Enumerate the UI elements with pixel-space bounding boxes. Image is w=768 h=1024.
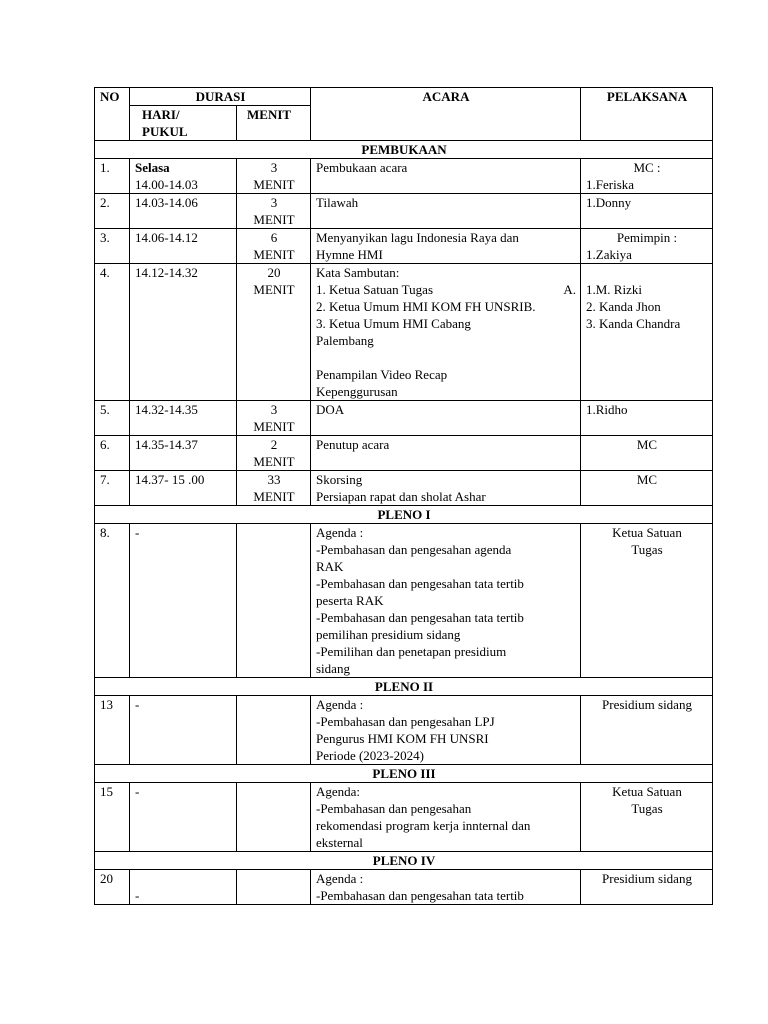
row-menit bbox=[237, 870, 311, 905]
row-pelaksana-cell bbox=[581, 229, 713, 264]
schedule-table bbox=[94, 87, 713, 905]
row-acara-title: Kata Sambutan: bbox=[316, 265, 400, 280]
row-pelaksana: MC bbox=[581, 436, 713, 471]
header-acara: ACARA bbox=[311, 88, 581, 141]
row-menit: 6 MENIT bbox=[237, 229, 311, 264]
row-acara-rest: 2. Ketua Umum HMI KOM FH UNSRIB. 3. Ketua Umum HMI Cabang Palembang Penampilan Video Recap Kepenggurusan bbox=[316, 299, 536, 399]
section-row bbox=[95, 506, 713, 524]
header-no: NO bbox=[95, 88, 130, 141]
row-acara: DOA bbox=[311, 401, 581, 436]
row-time: 14.00-14.03 bbox=[135, 177, 198, 192]
table-row bbox=[95, 194, 713, 229]
row-acara: Skorsing Persiapan rapat dan sholat Ashar bbox=[311, 471, 581, 506]
header-menit: MENIT bbox=[237, 106, 311, 141]
row-acara-item bbox=[316, 281, 576, 298]
row-acara: Agenda: -Pembahasan dan pengesahan rekomendasi program kerja innternal dan eksternal bbox=[311, 783, 581, 852]
row-time-cell bbox=[130, 159, 237, 194]
header-hari-pukul: HARI/ PUKUL bbox=[130, 106, 237, 141]
row-acara: Penutup acara bbox=[311, 436, 581, 471]
section-row bbox=[95, 852, 713, 870]
row-acara-item-text: 1. Ketua Satuan Tugas bbox=[316, 282, 433, 297]
row-acara: Tilawah bbox=[311, 194, 581, 229]
row-menit: 3 MENIT bbox=[237, 401, 311, 436]
row-pelaksana-cell bbox=[581, 159, 713, 194]
table-row bbox=[95, 471, 713, 506]
section-pleno-1: PLENO I bbox=[95, 506, 713, 524]
table-row bbox=[95, 783, 713, 852]
section-pembukaan: PEMBUKAAN bbox=[95, 141, 713, 159]
row-pelaksana: Ketua Satuan Tugas bbox=[581, 783, 713, 852]
header-row bbox=[95, 88, 713, 106]
section-row bbox=[95, 765, 713, 783]
row-no: 20 bbox=[95, 870, 130, 905]
row-menit bbox=[237, 524, 311, 678]
row-menit: 3 MENIT bbox=[237, 159, 311, 194]
section-pleno-4: PLENO IV bbox=[95, 852, 713, 870]
row-no: 15 bbox=[95, 783, 130, 852]
section-pleno-3: PLENO III bbox=[95, 765, 713, 783]
row-menit: 33 MENIT bbox=[237, 471, 311, 506]
table-row bbox=[95, 436, 713, 471]
row-no: 5. bbox=[95, 401, 130, 436]
row-pelaksana: 1.M. Rizki 2. Kanda Jhon 3. Kanda Chandra bbox=[581, 264, 713, 401]
row-time: - bbox=[130, 783, 237, 852]
row-acara-item-tail: A. bbox=[563, 282, 576, 297]
row-acara: Agenda : -Pembahasan dan pengesahan LPJ Pengurus HMI KOM FH UNSRI Periode (2023-2024) bbox=[311, 696, 581, 765]
row-menit bbox=[237, 696, 311, 765]
row-time: 14.12-14.32 bbox=[130, 264, 237, 401]
row-pelaksana: 1.Ridho bbox=[581, 401, 713, 436]
row-acara: Menyanyikan lagu Indonesia Raya dan Hymne HMI bbox=[311, 229, 581, 264]
row-time: 14.32-14.35 bbox=[130, 401, 237, 436]
row-no: 3. bbox=[95, 229, 130, 264]
section-row bbox=[95, 678, 713, 696]
row-no: 2. bbox=[95, 194, 130, 229]
row-day: Selasa bbox=[135, 160, 170, 175]
row-menit: 20 MENIT bbox=[237, 264, 311, 401]
header-durasi: DURASI bbox=[130, 88, 311, 106]
table-row bbox=[95, 401, 713, 436]
row-no: 7. bbox=[95, 471, 130, 506]
row-time: 14.35-14.37 bbox=[130, 436, 237, 471]
row-acara: Pembukaan acara bbox=[311, 159, 581, 194]
row-time: - bbox=[130, 696, 237, 765]
row-time: 14.03-14.06 bbox=[130, 194, 237, 229]
row-pelaksana: 1.Feriska bbox=[586, 177, 635, 192]
row-pelaksana: Presidium sidang bbox=[581, 696, 713, 765]
row-time: - bbox=[130, 524, 237, 678]
section-pleno-2: PLENO II bbox=[95, 678, 713, 696]
table-row bbox=[95, 264, 713, 401]
row-acara-cell bbox=[311, 264, 581, 401]
row-pelaksana: MC bbox=[581, 471, 713, 506]
table-row bbox=[95, 524, 713, 678]
row-pelaksana: Ketua Satuan Tugas bbox=[581, 524, 713, 678]
header-pelaksana: PELAKSANA bbox=[581, 88, 713, 141]
row-no: 6. bbox=[95, 436, 130, 471]
table-row bbox=[95, 696, 713, 765]
table-row bbox=[95, 159, 713, 194]
row-pelaksana-label: Pemimpin : bbox=[616, 230, 678, 245]
row-time: - bbox=[130, 870, 237, 905]
row-time: 14.37- 15 .00 bbox=[130, 471, 237, 506]
row-pelaksana: 1.Donny bbox=[581, 194, 713, 229]
row-menit bbox=[237, 783, 311, 852]
row-no: 4. bbox=[95, 264, 130, 401]
row-menit: 3 MENIT bbox=[237, 194, 311, 229]
row-pelaksana-label: MC : bbox=[633, 160, 661, 175]
row-pelaksana: 1.Zakiya bbox=[586, 247, 632, 262]
row-acara: Agenda : -Pembahasan dan pengesahan tata tertib bbox=[311, 870, 581, 905]
row-acara: Agenda : -Pembahasan dan pengesahan agenda RAK -Pembahasan dan pengesahan tata tertib peserta RAK -Pembahasan dan pengesahan tata tertib pemilihan presidium sidang -Pemilihan dan penetapan presidium sidang bbox=[311, 524, 581, 678]
row-time: 14.06-14.12 bbox=[130, 229, 237, 264]
table-row bbox=[95, 870, 713, 905]
section-row bbox=[95, 141, 713, 159]
table-row bbox=[95, 229, 713, 264]
row-menit: 2 MENIT bbox=[237, 436, 311, 471]
row-no: 8. bbox=[95, 524, 130, 678]
row-pelaksana: Presidium sidang bbox=[581, 870, 713, 905]
row-no: 1. bbox=[95, 159, 130, 194]
row-no: 13 bbox=[95, 696, 130, 765]
